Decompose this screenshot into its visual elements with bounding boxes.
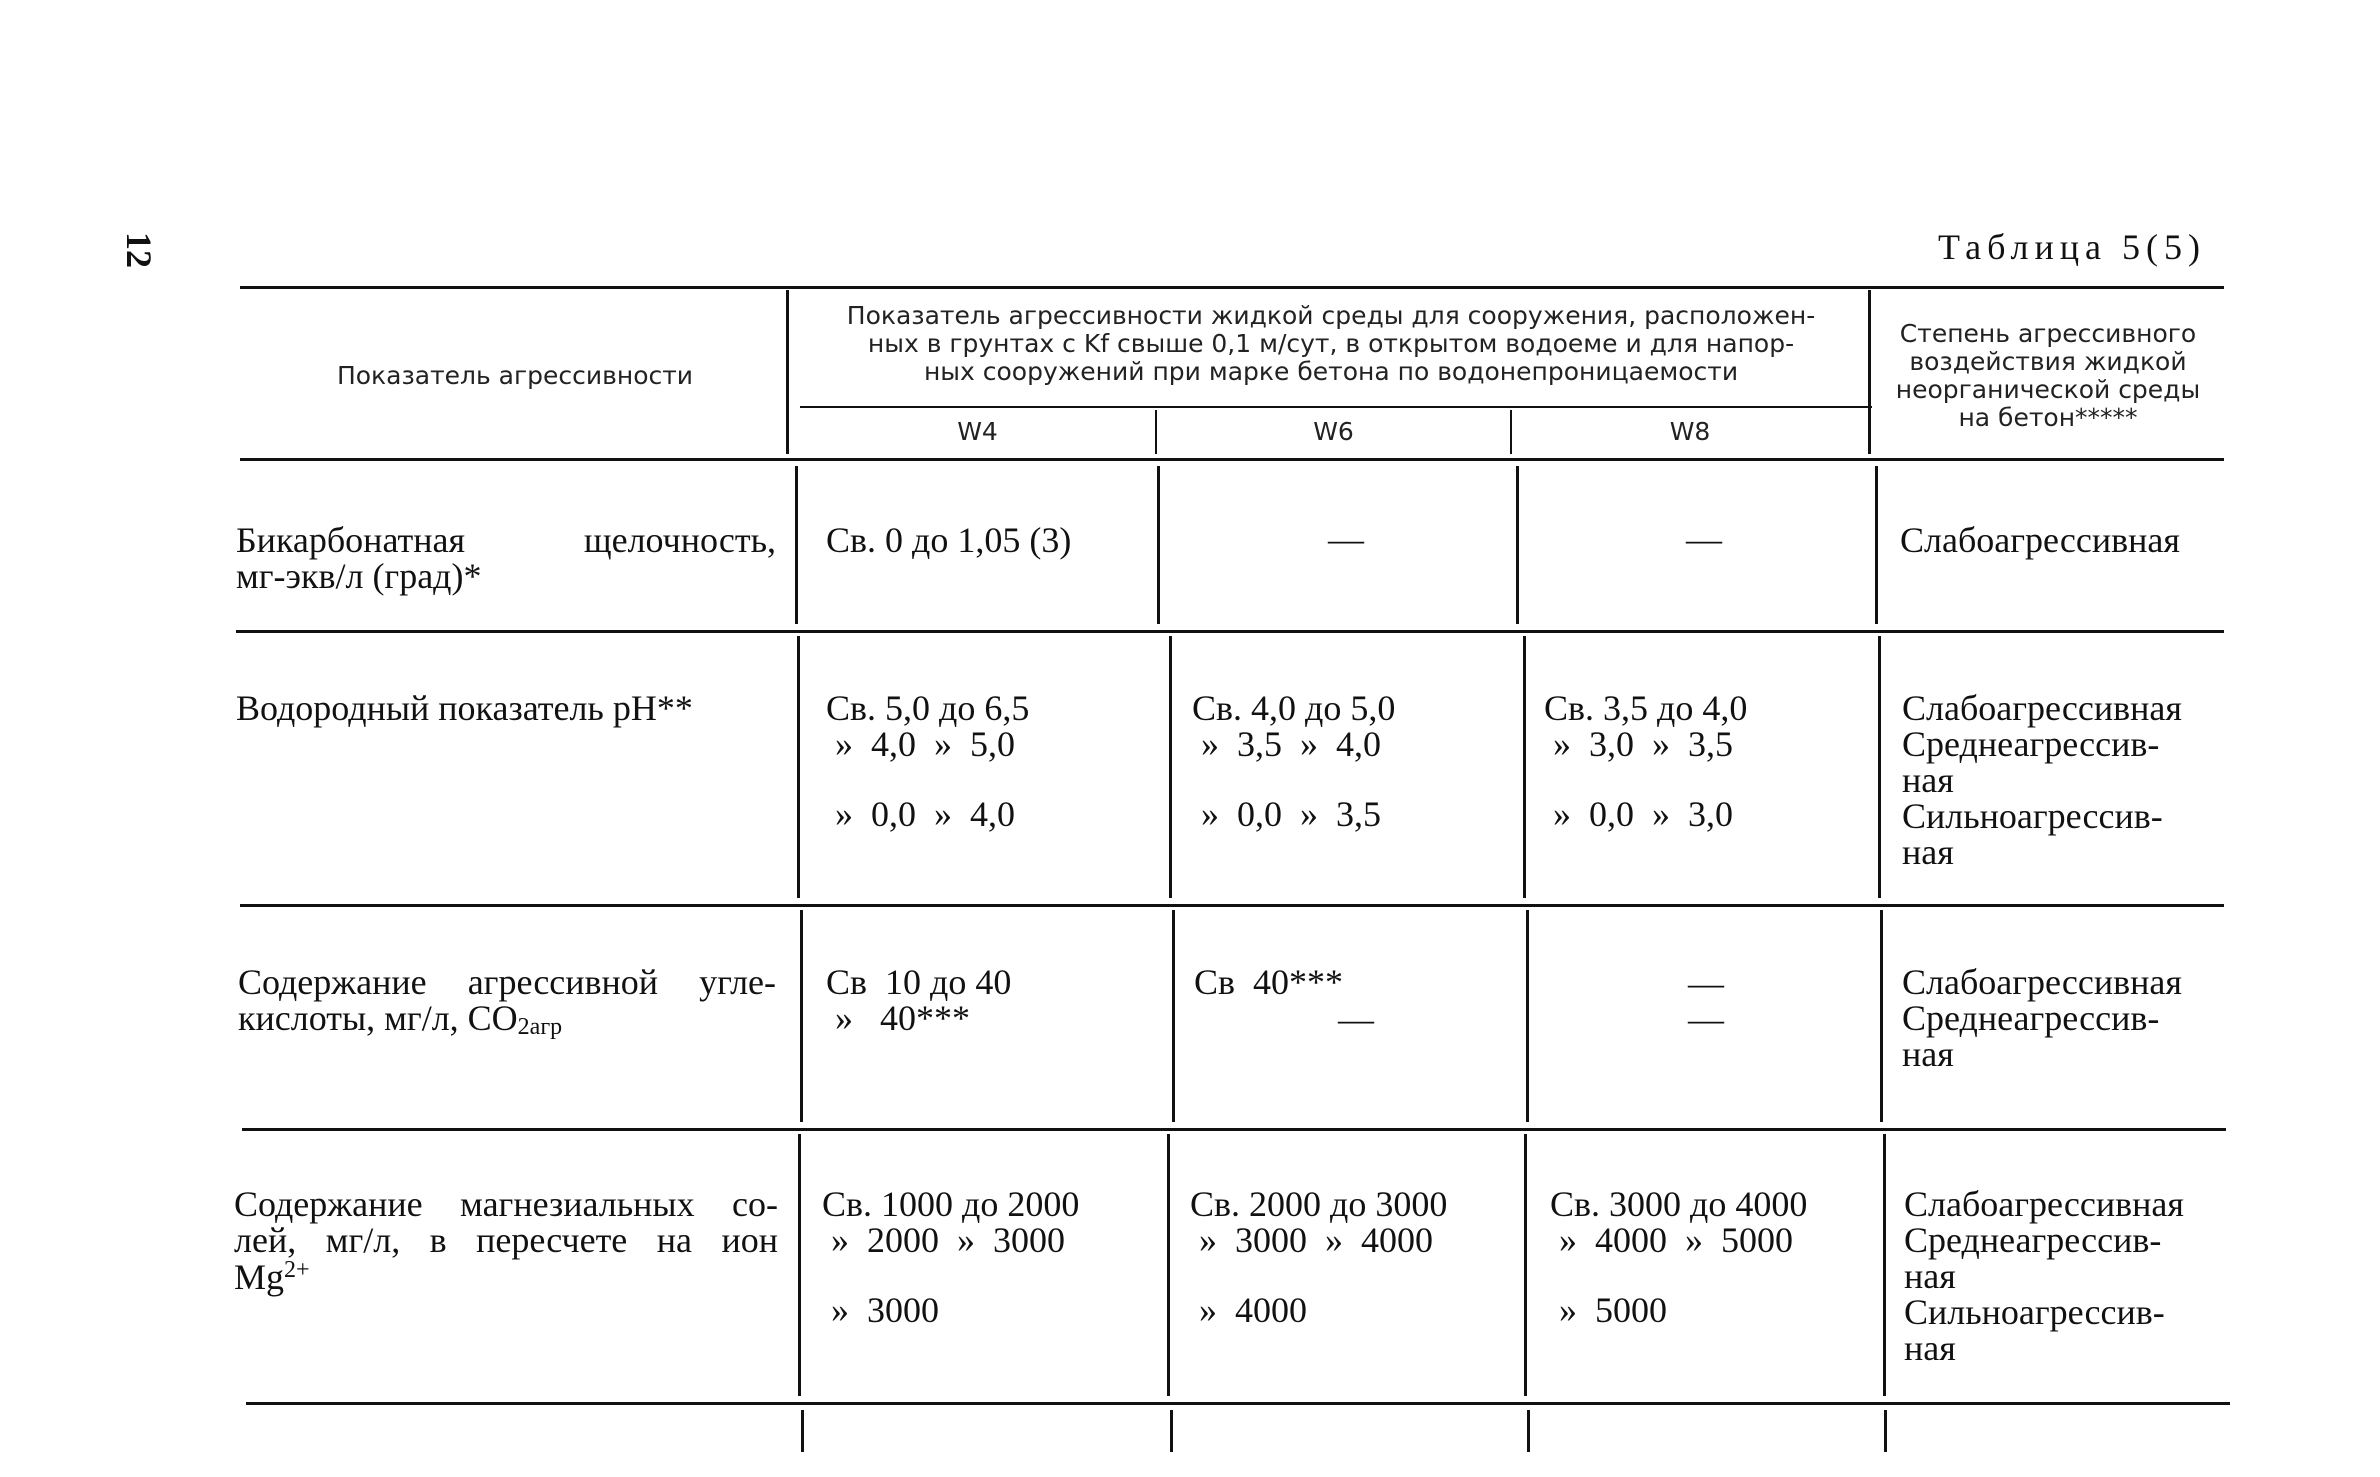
row3-param-line: Содержание агрессивной угле- (238, 962, 776, 1002)
row4-param-line: Содержание магнезиальных со- (234, 1184, 778, 1224)
vline-header-4 (1868, 290, 1871, 454)
row2-w6-line: » 0,0 » 3,5 (1192, 794, 1381, 834)
row4-w6-line: » 3000 » 4000 (1190, 1220, 1433, 1260)
row4-w4-line: Св. 1000 до 2000 (822, 1184, 1080, 1224)
row2-degree-line: ная (1902, 760, 1954, 800)
vline-r2-4 (1878, 636, 1881, 898)
row4-param-superscript: 2+ (284, 1257, 310, 1283)
vline-r1-1 (795, 466, 798, 624)
rule-row4-bottom (246, 1402, 2230, 1405)
row3-param-subscript: 2агр (517, 1014, 563, 1040)
row4-w8 (1550, 1186, 1807, 1328)
row2-param-line: Водородный показатель pH** (236, 688, 693, 728)
header-group-line: ных в грунтах с Kf свыше 0,1 м/сут, в открытом водоеме и для напор- (867, 329, 1795, 358)
row4-param-line: Mg (234, 1257, 285, 1297)
row3-param-line: кислоты, мг/л, CO (238, 998, 518, 1038)
row2-w8-line: Св. 3,5 до 4,0 (1544, 688, 1748, 728)
vline-r3-3 (1526, 910, 1529, 1122)
rule-row1-bottom (236, 630, 2224, 633)
row3-w6-line: Св 40*** (1194, 962, 1344, 1002)
row3-param (238, 964, 776, 1039)
row4-param-line: лей, мг/л, в пересчете на ион (234, 1220, 778, 1260)
table-title: Таблица 5(5) (1938, 227, 2206, 267)
vline-r4-1 (798, 1134, 801, 1396)
row4-w8-line: » 5000 (1550, 1290, 1667, 1330)
header-group (796, 302, 1866, 386)
row4-w6-line: » 4000 (1190, 1290, 1307, 1330)
header-degree-line: воздействия жидкой (1909, 347, 2187, 376)
header-group-line: Показатель агрессивности жидкой среды для сооружения, расположен- (846, 301, 1816, 330)
row1-w8: — (1686, 519, 1722, 559)
row2-w6-line: Св. 4,0 до 5,0 (1192, 688, 1396, 728)
row3-degree-line: ная (1902, 1034, 1954, 1074)
row2-degree (1902, 690, 2182, 870)
row1-param (236, 522, 776, 594)
vline-r4-4 (1883, 1134, 1886, 1396)
row4-param (234, 1186, 778, 1295)
vline-r2-3 (1523, 636, 1526, 898)
row3-degree (1902, 964, 2182, 1072)
vline-r1-2 (1157, 466, 1160, 624)
row4-w8-line: Св. 3000 до 4000 (1550, 1184, 1808, 1224)
row2-w4-line: Св. 5,0 до 6,5 (826, 688, 1030, 728)
row3-w6 (1194, 964, 1343, 1000)
row3-w6-dash: — (1338, 999, 1374, 1039)
row1-w6: — (1328, 519, 1364, 559)
vline-r3-2 (1172, 910, 1175, 1122)
vline-header-1 (786, 290, 789, 454)
header-degree-line: неорганической среды (1895, 375, 2201, 404)
vline-cont-2 (1170, 1410, 1173, 1452)
row1-w4 (826, 522, 1071, 558)
header-degree-line: на бетон***** (1958, 403, 2138, 432)
header-group-line: ных сооружений при марке бетона по водонепроницаемости (923, 357, 1739, 386)
row2-w8-line: » 3,0 » 3,5 (1544, 724, 1733, 764)
row3-w8-dash-1: — (1688, 963, 1724, 1003)
rule-top (240, 286, 2224, 289)
row2-w4-line: » 4,0 » 5,0 (826, 724, 1015, 764)
row2-w8-line: » 0,0 » 3,0 (1544, 794, 1733, 834)
row4-degree (1904, 1186, 2184, 1366)
vline-r2-1 (797, 636, 800, 898)
header-param: Показатель агрессивности (336, 361, 694, 390)
vline-r1-3 (1516, 466, 1519, 624)
header-w6: W6 (1313, 417, 1354, 446)
row2-w6-line: » 3,5 » 4,0 (1192, 724, 1381, 764)
row3-w8-dash-2: — (1688, 999, 1724, 1039)
row3-degree-line: Среднеагрессив- (1902, 998, 2160, 1038)
row1-param-line: Бикарбонатная щелочность, (236, 520, 776, 560)
row4-w4 (822, 1186, 1079, 1328)
row4-w4-line: » 2000 » 3000 (822, 1220, 1065, 1260)
row3-degree-line: Слабоагрессивная (1902, 962, 2182, 1002)
row1-param-line: мг-экв/л (град)* (236, 556, 482, 596)
row1-w4-line: Св. 0 до 1,05 (3) (826, 520, 1072, 560)
row2-degree-line: Сильноагрессив- (1902, 796, 2163, 836)
row4-w4-line: » 3000 (822, 1290, 939, 1330)
row2-degree-line: ная (1902, 832, 1954, 872)
vline-r4-3 (1524, 1134, 1527, 1396)
row2-param (236, 690, 693, 726)
vline-cont-4 (1884, 1410, 1887, 1452)
header-w8: W8 (1669, 417, 1711, 446)
row2-w8 (1544, 690, 1747, 832)
vline-r3-4 (1880, 910, 1883, 1122)
header-degree (1872, 320, 2224, 432)
row4-degree-line: Слабоагрессивная (1904, 1184, 2184, 1224)
vline-r4-2 (1167, 1134, 1170, 1396)
row4-degree-line: ная (1904, 1256, 1956, 1296)
rule-header-bottom (240, 458, 2224, 461)
row3-w4-line: Св 10 до 40 (826, 962, 1012, 1002)
vline-r3-1 (800, 910, 803, 1122)
rule-row2-bottom (240, 904, 2224, 907)
vline-cont-3 (1527, 1410, 1530, 1452)
row4-degree-line: Среднеагрессив- (1904, 1220, 2162, 1260)
row2-degree-line: Среднеагрессив- (1902, 724, 2160, 764)
row4-w6 (1190, 1186, 1447, 1328)
page-number: 12 (119, 232, 159, 268)
row4-degree-line: ная (1904, 1328, 1956, 1368)
rule-subheader (800, 406, 1872, 408)
row1-degree-line: Слабоагрессивная (1900, 520, 2180, 560)
row3-w4 (826, 964, 1011, 1036)
row4-w8-line: » 4000 » 5000 (1550, 1220, 1793, 1260)
vline-r2-2 (1169, 636, 1172, 898)
row2-w6 (1192, 690, 1395, 832)
row3-w4-line: » 40*** (826, 998, 970, 1038)
vline-r1-4 (1875, 466, 1878, 624)
row4-degree-line: Сильноагрессив- (1904, 1292, 2165, 1332)
row1-degree (1900, 522, 2180, 558)
rule-row3-bottom (242, 1128, 2226, 1131)
row2-w4-line: » 0,0 » 4,0 (826, 794, 1015, 834)
row2-w4 (826, 690, 1029, 832)
header-degree-line: Степень агрессивного (1899, 319, 2197, 348)
vline-cont-1 (801, 1410, 804, 1452)
header-w4: W4 (957, 417, 998, 446)
row2-degree-line: Слабоагрессивная (1902, 688, 2182, 728)
row4-w6-line: Св. 2000 до 3000 (1190, 1184, 1448, 1224)
